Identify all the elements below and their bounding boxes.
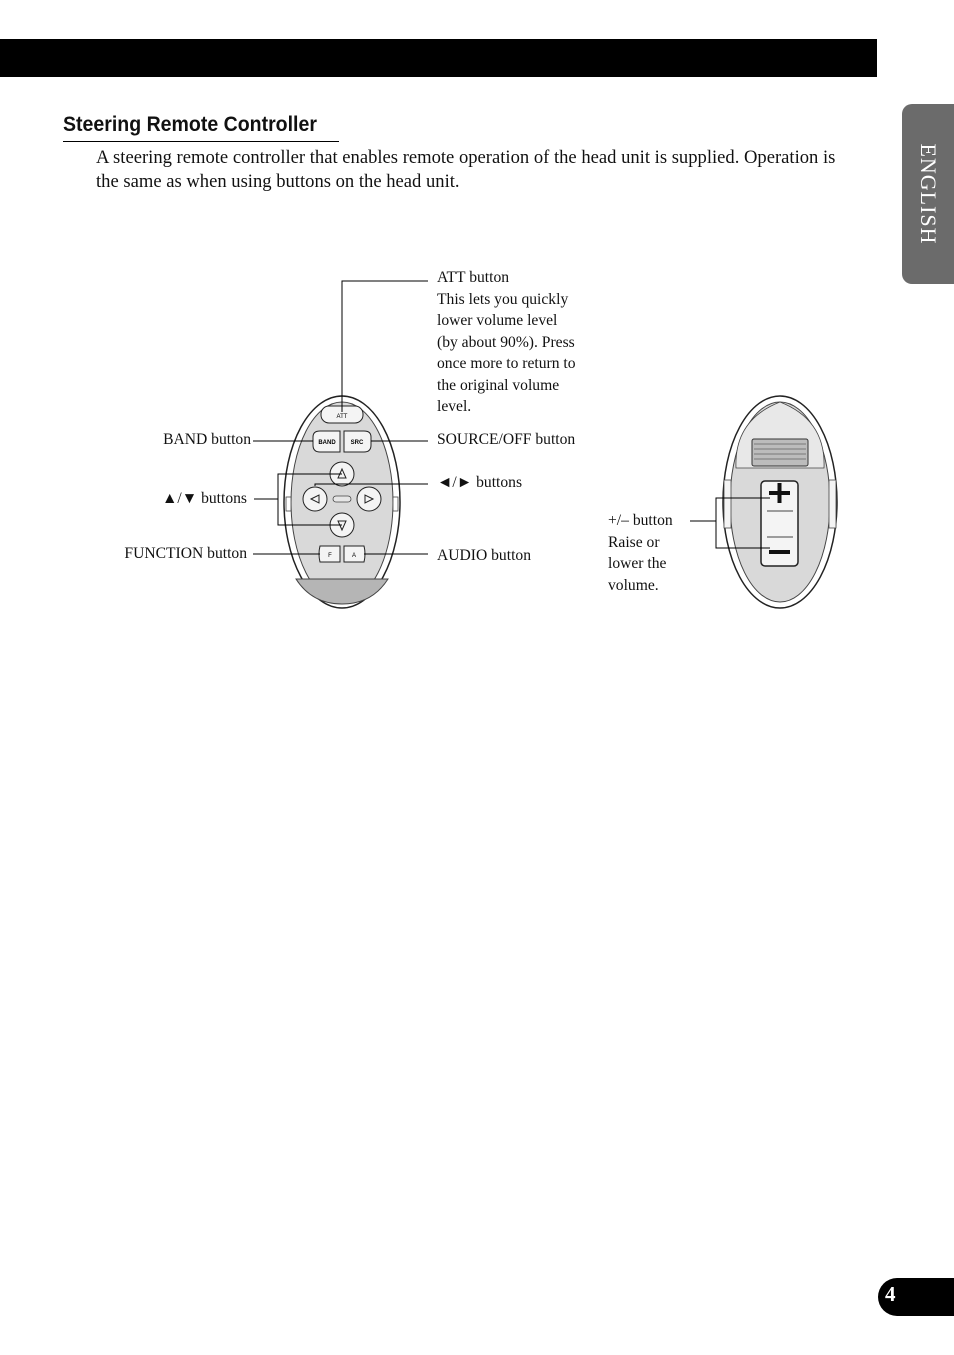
plusminus-desc-line: lower the — [608, 555, 667, 572]
att-desc-line: This lets you quickly — [437, 290, 569, 308]
att-desc-line: the original volume — [437, 376, 560, 394]
att-desc-line: level. — [437, 398, 472, 415]
plusminus-label-title: +/– button — [608, 512, 673, 529]
function-label: FUNCTION button — [124, 545, 247, 562]
f-button-text: F — [328, 553, 332, 559]
language-tab-label: ENGLISH — [916, 143, 941, 245]
page-number: 4 — [885, 1282, 896, 1306]
band-label: BAND button — [163, 431, 251, 448]
plusminus-label — [608, 510, 673, 596]
updown-label: ▲/▼ buttons — [161, 490, 247, 507]
att-desc-line: once more to return to — [437, 355, 576, 372]
section-title: Steering Remote Controller — [63, 113, 317, 136]
plusminus-desc-line: Raise or — [608, 533, 660, 551]
page-number-tab — [878, 1278, 954, 1316]
plusminus-desc-line: volume. — [608, 576, 659, 594]
left-button[interactable] — [303, 487, 327, 511]
src-button-text: SRC — [350, 440, 364, 446]
source-label: SOURCE/OFF button — [437, 431, 576, 448]
att-button-text: ATT — [336, 414, 348, 420]
remote-front — [253, 281, 428, 608]
att-label-title: ATT button — [437, 269, 510, 286]
remote-back — [690, 396, 837, 608]
leftright-label: ◄/► buttons — [437, 474, 523, 491]
att-desc-line: lower volume level — [437, 312, 558, 329]
a-button-text: A — [351, 553, 357, 559]
intro-paragraph: A steering remote controller that enables remote operation of the head unit is supplied. Operation is the same as when using buttons on the head unit. — [96, 147, 836, 192]
att-desc-line: (by about 90%). Press — [437, 333, 575, 351]
band-button-text: BAND — [318, 440, 336, 446]
right-button[interactable] — [357, 487, 381, 511]
att-label — [437, 267, 576, 418]
audio-label: AUDIO button — [437, 547, 531, 564]
